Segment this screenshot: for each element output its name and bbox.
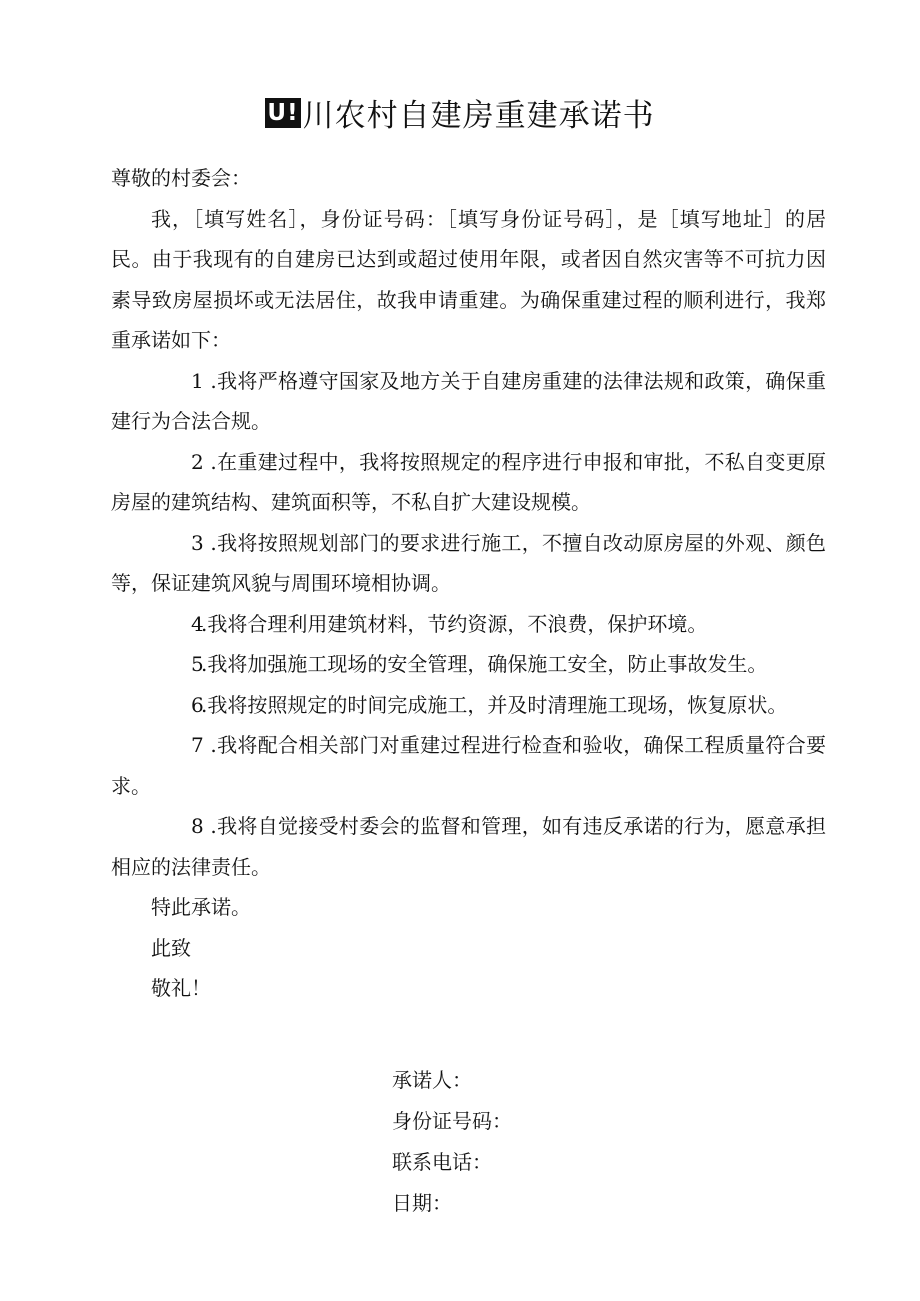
commitment-item-8 xyxy=(111,806,826,887)
promisor-label: 承诺人： xyxy=(392,1068,472,1092)
item-text: .我将严格遵守国家及地方关于自建房重建的法律法规和政策，确保重建行为合法合规。 xyxy=(111,368,827,433)
item-number: 3 xyxy=(191,530,204,555)
closing-regards-1: 此致 xyxy=(151,935,191,960)
phone-label: 联系电话： xyxy=(392,1150,492,1174)
closing-regards-2: 敬礼！ xyxy=(151,976,211,1000)
item-number: 4 xyxy=(191,611,204,636)
signature-block xyxy=(392,1060,512,1224)
id-number-label: 身份证号码： xyxy=(392,1109,512,1133)
commitment-item-5 xyxy=(111,644,826,685)
salutation: 尊敬的村委会： xyxy=(111,166,251,190)
intro-paragraph: 我，［填写姓名］，身份证号码：［填写身份证号码］，是［填写地址］的居民。由于我现有的自建房已达到或超过使用年限，或者因自然灾害等不可抗力因素导致房屋损坏或无法居住，故我申请重建。为确保重建过程的顺利进行，我郑重承诺如下： xyxy=(111,206,826,352)
item-text: .我将加强施工现场的安全管理，确保施工安全，防止事故发生。 xyxy=(201,652,768,676)
item-text: .在重建过程中，我将按照规定的程序进行申报和审批，不私自变更原房屋的建筑结构、建筑面积等，不私自扩大建设规模。 xyxy=(111,449,827,514)
item-number: 6 xyxy=(191,692,204,717)
item-text: .我将自觉接受村委会的监督和管理，如有违反承诺的行为，愿意承担相应的法律责任。 xyxy=(111,814,827,879)
commitment-item-7 xyxy=(111,725,826,806)
item-text: .我将按照规定的时间完成施工，并及时清理施工现场，恢复原状。 xyxy=(201,692,788,717)
commitment-item-3 xyxy=(111,523,826,604)
date-label: 日期： xyxy=(392,1191,452,1215)
commitment-item-1 xyxy=(111,361,826,442)
item-text: .我将配合相关部门对重建过程进行检查和验收，确保工程质量符合要求。 xyxy=(111,733,827,798)
title-text: 川农村自建房重建承诺书 xyxy=(302,98,655,134)
closing-statement: 特此承诺。 xyxy=(151,895,251,919)
item-number: 7 xyxy=(191,733,204,757)
title-mark: U! xyxy=(267,100,299,126)
item-number: 1 xyxy=(191,368,204,393)
item-text: .我将合理利用建筑材料，节约资源，不浪费，保护环境。 xyxy=(201,611,708,636)
item-number: 5 xyxy=(191,652,204,676)
item-text: .我将按照规划部门的要求进行施工，不擅自改动原房屋的外观、颜色等，保证建筑风貌与周围环境相协调。 xyxy=(111,530,827,595)
document-title xyxy=(0,88,920,144)
item-number: 8 xyxy=(191,814,204,838)
commitment-item-2 xyxy=(111,442,826,523)
commitment-item-6 xyxy=(111,685,826,726)
commitment-item-4 xyxy=(111,604,826,645)
item-number: 2 xyxy=(191,449,204,474)
document-body xyxy=(111,158,826,1009)
